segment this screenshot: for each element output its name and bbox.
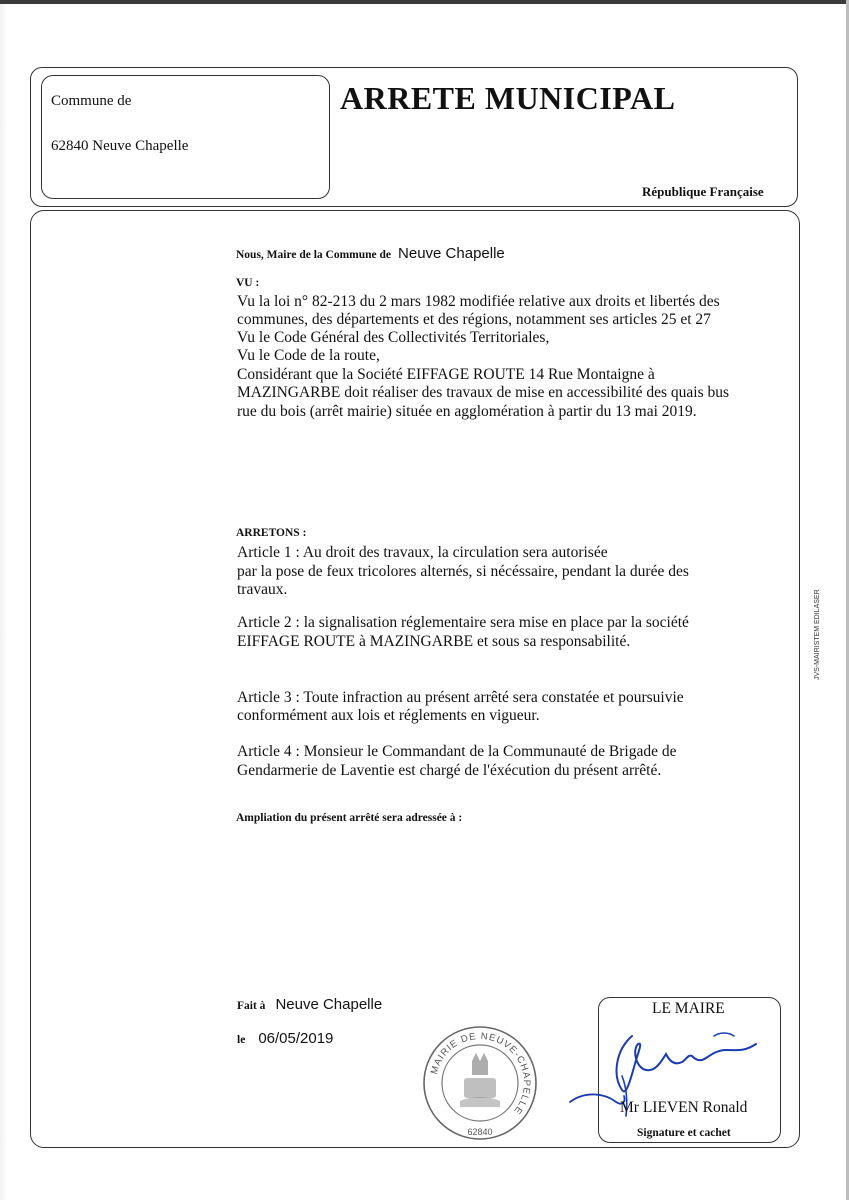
mayor-name: Mr LIEVEN Ronald (620, 1099, 748, 1116)
vu-line: MAZINGARBE doit réaliser des travaux de mise en accessibilité des quais bus (237, 384, 730, 401)
date-line (237, 1030, 333, 1048)
article-2-line: Article 2 : la signalisation réglementaire sera mise en place par la société (237, 614, 689, 631)
intro-prefix: Nous, Maire de la Commune de (236, 249, 392, 261)
article-4-line: Gendarmerie de Laventie est chargé de l'éxécution du présent arrêté. (237, 762, 662, 779)
commune-town: 62840 Neuve Chapelle (51, 138, 189, 154)
svg-text:MAIRIE DE NEUVE-CHAPELLE: MAIRIE DE NEUVE-CHAPELLE (428, 1030, 533, 1117)
ampliation-label: Ampliation du présent arrêté sera adressée à : (236, 812, 463, 824)
article-1-line: travaux. (237, 581, 288, 598)
commune-label: Commune de (51, 93, 132, 109)
signature-caption: Signature et cachet (637, 1127, 731, 1139)
scan-edge-top (0, 0, 849, 4)
town-seal-stamp (420, 1023, 540, 1143)
vu-line: Vu le Code de la route, (237, 347, 380, 364)
page-shadow (0, 0, 8, 1200)
article-3-line: conformément aux lois et réglements en vigueur. (237, 707, 540, 724)
article-1-line: par la pose de feux tricolores alternés, si nécéssaire, pendant la durée des (237, 563, 689, 580)
svg-text:62840: 62840 (467, 1127, 493, 1137)
fait-line (237, 996, 382, 1014)
article-1-line: Article 1 : Au droit des travaux, la circulation sera autorisée (237, 544, 608, 561)
document-title: ARRETE MUNICIPAL (340, 80, 676, 116)
fait-place: Neuve Chapelle (275, 996, 383, 1013)
vu-line: communes, des départements et des régions, notamment ses articles 25 et 27 (237, 311, 711, 328)
article-2-line: EIFFAGE ROUTE à MAZINGARBE et sous sa responsabilité. (237, 633, 631, 650)
date-value: 06/05/2019 (258, 1030, 334, 1047)
vu-line: rue du bois (arrêt mairie) située en agglomération à partir du 13 mai 2019. (237, 403, 697, 420)
arretons-heading: ARRETONS : (236, 527, 307, 539)
vu-heading: VU : (236, 277, 260, 289)
fait-label: Fait à (237, 1000, 266, 1012)
intro-commune: Neuve Chapelle (398, 245, 505, 262)
vu-line: Vu la loi n° 82-213 du 2 mars 1982 modifiée relative aux droits et libertés des (237, 293, 720, 310)
vu-line: Considérant que la Société EIFFAGE ROUTE 14 Rue Montaigne à (237, 366, 655, 383)
mayor-title: LE MAIRE (652, 1000, 725, 1017)
article-3-line: Article 3 : Toute infraction au présent arrêté sera constatée et poursuivie (237, 689, 684, 706)
republic-label: République Française (642, 184, 764, 199)
date-label: le (237, 1034, 246, 1046)
intro-line (236, 245, 505, 263)
vu-line: Vu le Code Général des Collectivités Territoriales, (237, 329, 550, 346)
article-4-line: Article 4 : Monsieur le Commandant de la Communauté de Brigade de (237, 743, 677, 760)
printer-side-mark: JVS-MAIRISTEM EDILASER (814, 589, 821, 680)
